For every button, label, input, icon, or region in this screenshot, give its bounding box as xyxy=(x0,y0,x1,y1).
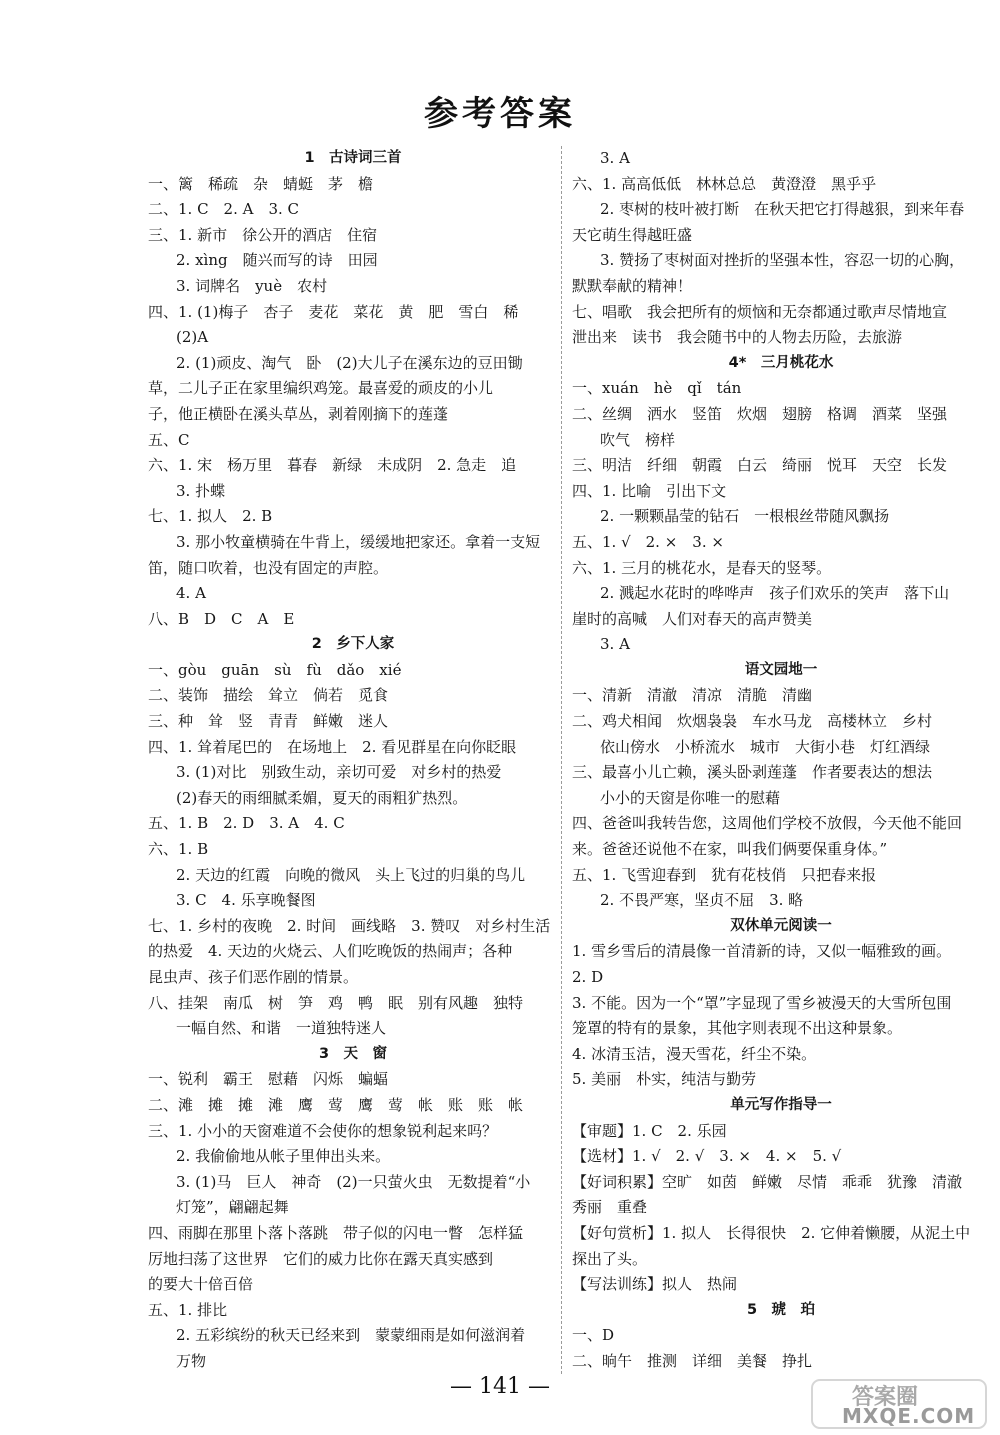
answer-line: 崖时的高喊 人们对春天的高声赞美 xyxy=(572,609,813,628)
answer-line: 三、种 耸 竖 青青 鲜嫩 迷人 xyxy=(148,712,389,731)
answer-line: 一、篱 稀疏 杂 蜻蜓 茅 檐 xyxy=(148,174,374,193)
answer-line: 秀丽 重叠 xyxy=(572,1198,648,1217)
answer-line: 五、1. 飞雪迎春到 犹有花枝俏 只把春来报 xyxy=(572,865,877,884)
answer-line: 4. 冰清玉洁，漫天雪花，纤尘不染。 xyxy=(572,1044,817,1063)
answer-line: 2. 天边的红霞 向晚的微风 头上飞过的归巢的鸟儿 xyxy=(176,865,526,884)
answer-line: 4. A xyxy=(176,584,206,603)
answer-line: 三、明洁 纤细 朝霞 白云 绮丽 悦耳 天空 长发 xyxy=(572,456,948,475)
answer-line: 3. A xyxy=(600,635,630,654)
answer-line: 一幅自然、和谐 一道独特迷人 xyxy=(176,1019,387,1038)
answer-line: 一、gòu guān sù fù dǎo xié xyxy=(148,660,402,679)
answer-line: 一、xuán hè qǐ tán xyxy=(572,379,742,398)
answer-line: 笼罩的特有的景象，其他字则表现不出这种景象。 xyxy=(572,1019,903,1038)
answer-line: 一、锐利 霸王 慰藉 闪烁 蝙蝠 xyxy=(148,1070,389,1089)
answer-line: 二、丝绸 洒水 竖笛 炊烟 翅膀 格调 酒菜 坚强 xyxy=(572,404,948,423)
answer-line: 2. 溅起水花时的哗哗声 孩子们欢乐的笑声 落下山 xyxy=(600,584,950,603)
answer-line: 昆虫声、孩子们恶作剧的情景。 xyxy=(148,968,359,986)
answer-line: 草，二儿子正在家里编织鸡笼。最喜爱的顽皮的小儿 xyxy=(148,379,494,398)
answer-line: 三、1. 小小的天窗难道不会使你的想象锐利起来吗？ xyxy=(148,1121,498,1140)
answer-line: 六、1. B xyxy=(148,840,209,859)
answer-line: 二、装饰 描绘 耸立 倘若 觅食 xyxy=(148,686,389,705)
section-heading: 语文园地一 xyxy=(744,661,818,678)
answer-line: 三、1. 新市 徐公开的酒店 住宿 xyxy=(148,225,378,244)
answer-column-left xyxy=(148,146,558,1375)
answer-line: 六、1. 高高低低 林林总总 黄澄澄 黑乎乎 xyxy=(572,174,877,193)
answer-line: 七、唱歌 我会把所有的烦恼和无奈都通过歌声尽情地宣 xyxy=(572,302,948,321)
answer-line: 子，他正横卧在溪头草丛，剥着刚摘下的莲蓬 xyxy=(148,404,449,423)
answer-line: 五、1. √ 2. × 3. × xyxy=(572,532,724,551)
answer-line: 四、1. 耸着尾巴的 在场地上 2. 看见群星在向你眨眼 xyxy=(148,737,517,756)
section-heading: 3 天 窗 xyxy=(318,1045,388,1062)
section-heading: 双休单元阅读一 xyxy=(730,917,832,934)
answer-line: 3. 赞扬了枣树面对挫折的坚强本性，容忍一切的心胸， xyxy=(600,251,965,270)
answer-line: 二、鸡犬相闻 炊烟袅袅 车水马龙 高楼林立 乡村 xyxy=(572,712,933,731)
answer-line: 2. 不畏严寒，坚贞不屈 3. 略 xyxy=(600,891,804,910)
page-title: 参考答案 xyxy=(424,94,576,134)
answer-line: 小小的天窗是你唯一的慰藉 xyxy=(600,788,781,807)
answer-column-right xyxy=(572,146,990,1375)
answer-line: 3. C 4. 乐享晚餐图 xyxy=(176,891,316,910)
answer-line: 【审题】1. C 2. 乐园 xyxy=(572,1121,727,1140)
answer-line: 五、C xyxy=(148,430,190,449)
answer-line: 笛，随口吹着，也没有固定的声腔。 xyxy=(148,558,389,577)
answer-line: 四、1. 比喻 引出下文 xyxy=(572,481,727,500)
watermark-cn: 答案圈 xyxy=(852,1385,919,1410)
answer-line: 八、B D C A E xyxy=(148,609,295,628)
answer-line: 5. 美丽 朴实，纯洁与勤劳 xyxy=(572,1070,757,1089)
watermark-domain: MXQE.COM xyxy=(842,1404,976,1428)
page-number: — 141 — xyxy=(450,1374,550,1399)
answer-line: 的要大十倍百倍 xyxy=(148,1275,254,1294)
answer-line: 七、1. 拟人 2. B xyxy=(148,507,273,526)
answer-line: (2)A xyxy=(176,328,209,347)
answer-line: 3. (1)马 巨人 神奇 (2)一只萤火虫 无数提着“小 xyxy=(176,1172,531,1191)
answer-line: 3. 扑蝶 xyxy=(176,481,226,500)
section-heading: 5 琥 珀 xyxy=(746,1301,816,1318)
answer-line: 八、挂架 南瓜 树 笋 鸡 鸭 眠 别有风趣 独特 xyxy=(148,993,524,1012)
answer-line: 一、清新 清澈 清凉 清脆 清幽 xyxy=(572,686,813,705)
answer-line: 2. D xyxy=(572,968,604,986)
answer-line: 四、1. (1)梅子 杏子 麦花 菜花 黄 肥 雪白 稀 xyxy=(148,302,519,321)
answer-line: 2. 我偷偷地从帐子里伸出头来。 xyxy=(176,1147,391,1166)
answer-line: 3. 不能。因为一个“罩”字显现了雪乡被漫天的大雪所包围 xyxy=(572,993,952,1012)
answer-line: 2. (1)顽皮、淘气 卧 (2)大儿子在溪东边的豆田锄 xyxy=(176,353,523,372)
answer-line: 【好句赏析】1. 拟人 长得很快 2. 它伸着懒腰，从泥土中 xyxy=(572,1223,971,1242)
answer-line: 默默奉献的精神！ xyxy=(572,276,693,295)
answer-line: 六、1. 宋 杨万里 暮春 新绿 未成阴 2. 急走 追 xyxy=(148,456,517,475)
answer-line: 依山傍水 小桥流水 城市 大街小巷 灯红酒绿 xyxy=(600,737,931,756)
answer-line: 灯笼”，翩翩起舞 xyxy=(176,1198,289,1217)
answer-line: 二、1. C 2. A 3. C xyxy=(148,200,300,219)
column-divider xyxy=(561,146,562,1374)
answer-line: 六、1. 三月的桃花水，是春天的竖琴。 xyxy=(572,558,832,577)
answer-line: 天它萌生得越旺盛 xyxy=(572,225,693,244)
answer-line: 泄出来 读书 我会随书中的人物去历险，去旅游 xyxy=(572,328,903,347)
answer-line: 2. 一颗颗晶莹的钻石 一根根丝带随风飘扬 xyxy=(600,507,890,526)
answer-line: 1. 雪乡雪后的清晨像一首清新的诗，又似一幅雅致的画。 xyxy=(572,942,952,961)
answer-line: (2)春天的雨细腻柔媚，夏天的雨粗犷热烈。 xyxy=(176,788,468,807)
answer-line: 【选材】1. √ 2. √ 3. × 4. × 5. √ xyxy=(572,1147,842,1166)
answer-line: 来。爸爸还说他不在家，叫我们俩要保重身体。” xyxy=(572,840,888,859)
answer-line: 五、1. 排比 xyxy=(148,1300,228,1319)
answer-line: 吹气 榜样 xyxy=(600,430,676,449)
answer-line: 2. 枣树的枝叶被打断 在秋天把它打得越狠，到来年春 xyxy=(600,200,965,219)
answer-line: 3. A xyxy=(600,149,630,167)
answer-line: 四、雨脚在那里卜落卜落跳 带子似的闪电一瞥 怎样猛 xyxy=(148,1223,524,1242)
answer-line: 一、D xyxy=(572,1326,615,1345)
answer-line: 万物 xyxy=(176,1351,207,1370)
answer-line: 七、1. 乡村的夜晚 2. 时间 画线略 3. 赞叹 对乡村生活 xyxy=(148,916,551,935)
answer-line: 的热爱 4. 天边的火烧云、人们吃晚饭的热闹声；各种 xyxy=(148,942,513,961)
section-heading: 1 古诗词三首 xyxy=(304,150,402,166)
answer-line: 三、最喜小儿亡赖，溪头卧剥莲蓬 作者要表达的想法 xyxy=(572,763,933,782)
answer-line: 二、滩 摊 摊 滩 鹰 莺 鹰 莺 帐 账 账 帐 xyxy=(148,1095,524,1114)
section-heading: 单元写作指导一 xyxy=(730,1096,832,1113)
answer-line: 四、爸爸叫我转告您，这周他们学校不放假，今天他不能回 xyxy=(572,814,963,833)
answer-line: 探出了头。 xyxy=(572,1249,648,1268)
answer-line: 【好词积累】空旷 如茵 鲜嫩 尽情 乖乖 犹豫 清澈 xyxy=(572,1172,963,1191)
section-heading: 2 乡下人家 xyxy=(311,636,395,653)
answer-line: 3. 那小牧童横骑在牛背上，缓缓地把家还。拿着一支短 xyxy=(176,532,541,551)
answer-line: 【写法训练】拟人 热闹 xyxy=(572,1275,738,1294)
answer-line: 二、晌午 推测 详细 美餐 挣扎 xyxy=(572,1351,813,1370)
answer-line: 2. 五彩缤纷的秋天已经来到 蒙蒙细雨是如何滋润着 xyxy=(176,1326,526,1345)
answer-line: 五、1. B 2. D 3. A 4. C xyxy=(148,814,345,833)
answer-line: 3. 词牌名 yuè 农村 xyxy=(176,276,328,295)
section-heading: 4* 三月桃花水 xyxy=(728,354,834,371)
answer-line: 厉地扫荡了这世界 它们的威力比你在露天真实感到 xyxy=(148,1249,494,1268)
answer-line: 2. xìng 随兴而写的诗 田园 xyxy=(176,251,378,270)
answer-line: 3. (1)对比 别致生动，亲切可爱 对乡村的热爱 xyxy=(176,763,502,782)
